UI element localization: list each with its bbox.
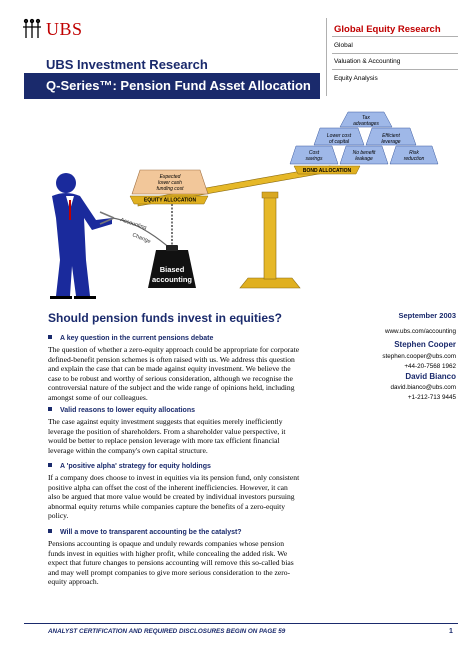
pyramid-text: Cost [308,150,320,156]
ubs-logo-text: UBS [46,19,83,39]
scale-pillar [264,195,276,279]
pyramid-text: reduction [403,156,425,162]
category-item: Equity Analysis [334,75,378,82]
balance-scale-illustration [0,100,474,300]
section-heading: A key question in the current pensions debate [48,335,213,342]
divider [332,36,458,37]
analyst-name: Stephen Cooper [394,340,456,349]
bullet-square-icon [48,529,52,533]
equity-box-text: lower cash [158,180,182,186]
report-publisher-title: UBS Investment Research [46,57,208,72]
rope-label: Change [131,232,152,246]
rope-label: Accounting [119,217,148,232]
pyramid-text: No benefit [352,150,376,156]
pyramid-text: Lower cost [326,133,352,139]
pyramid-text: savings [305,156,323,162]
weight-text: accounting [151,275,193,284]
ubs-keys-logo-icon [22,18,42,40]
scale-base [240,278,300,288]
section-paragraph: Pensions accounting is opaque and unduly rewards companies whose pension funds invest in equities with higher profit, while concealing the added risk. We expect that future changes to pensions accounting will remove this so-called bias and may well prompt companies to give more serious consideration to the zero- equity approach. [48,539,294,587]
bullet-square-icon [48,407,52,411]
businessman-figure [50,173,114,299]
category-item: Valuation & Accounting [334,58,401,65]
page-number: 1 [449,628,453,635]
section-heading: A 'positive alpha' strategy for equity holdings [48,463,211,470]
bullet-square-icon [48,463,52,467]
category-item: Global [334,42,353,49]
analyst-name: David Bianco [405,372,456,381]
equity-allocation-label: EQUITY ALLOCATION [143,197,197,204]
pyramid-text: advantages [353,121,379,127]
bond-allocation-label: BOND ALLOCATION [302,168,352,174]
category-title: Global Equity Research [334,24,441,35]
pyramid-text: Risk [409,150,419,156]
divider [332,53,458,54]
equity-box-text: Expected [159,174,181,180]
analyst-email[interactable]: david.bianco@ubs.com [390,384,456,391]
analyst-phone: +44-20-7568 1962 [404,363,456,370]
equity-box-text: funding cost [156,186,184,192]
pyramid-text: of capital [328,139,350,145]
section-paragraph: The question of whether a zero-equity approach could be appropriate for corporate defined-benefit pension schemes is often raised with us. We address this question and explain the case that can be made against equity investment. We believe the case to be robust and worthy of serious consideration, although we recognise the controversial nature of the subject and the wide range of opinions held, including amongst some of our colleagues. [48,345,300,402]
footer-divider [24,623,458,624]
bullet-square-icon [48,335,52,339]
report-series-title: Q-Series™: Pension Fund Asset Allocation [46,78,311,93]
pyramid-text: leakage [355,156,373,162]
analyst-phone: +1-212-713 9445 [407,394,456,401]
pyramid-text: leverage [381,139,401,145]
section-paragraph: The case against equity investment suggests that equities merely inefficiently leverage the position of shareholders. From a shareholder value perspective, it would be better to replace pension leverage with more tax efficient financial leverage within the company's own capital structure. [48,417,286,455]
pyramid-text: Tax [362,115,370,121]
analyst-email[interactable]: stephen.cooper@ubs.com [382,353,456,360]
disclosure-notice: ANALYST CERTIFICATION AND REQUIRED DISCLOSURES BEGIN ON PAGE 59 [48,628,286,635]
publication-date: September 2003 [398,311,456,320]
pyramid-text: Efficient [382,133,400,139]
section-heading: Valid reasons to lower equity allocations [48,407,195,414]
weight-text: Biased [159,265,185,274]
divider [332,69,458,70]
main-heading: Should pension funds invest in equities? [48,311,283,325]
section-paragraph: If a company does choose to invest in equities via its pension fund, only consistent positive alpha can offset the cost of the inherent inefficiencies. However, it can also be argued that more value would be created by individual investors pursuing abnormal equity returns while companies capture the benefits of a zero-equity policy. [48,473,300,521]
section-heading: Will a move to transparent accounting be the catalyst? [48,529,242,536]
research-url[interactable]: www.ubs.com/accounting [384,328,456,335]
